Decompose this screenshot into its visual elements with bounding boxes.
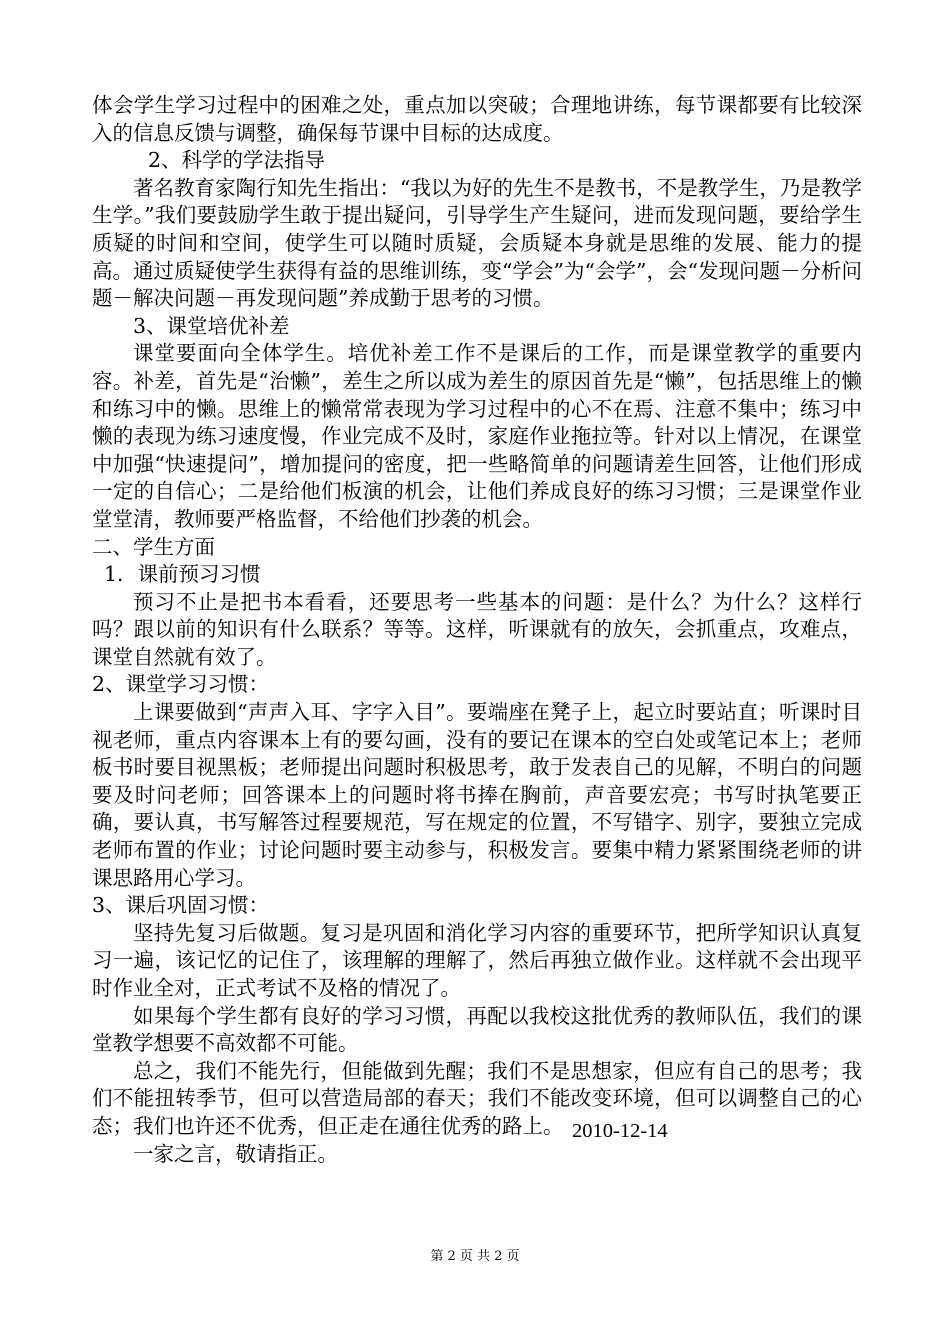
subheading-class-habit: 2、课堂学习习惯： (92, 672, 270, 697)
paragraph-review: 坚持先复习后做题。复习是巩固和消化学习内容的重要环节，把所学知识认真复习一遍，该记忆的记住了，该理解的理解了，然后再独立做作业。这样就不会出现平时作业全对，正式考试不及格的情况了。 (92, 920, 862, 1000)
subheading-study-method: 2、科学的学法指导 (148, 148, 326, 173)
paragraph-tutoring: 课堂要面向全体学生。培优补差工作不是课后的工作，而是课堂教学的重要内容。补差，首先是“治懒”，差生之所以成为差生的原因首先是“懒”，包括思维上的懒和练习中的懒。思维上的懒常常表现为学习过程中的心不在焉、注意不集中；练习中懒的表现为练习速度慢，作业完成不及时，家庭作业拖拉等。针对以上情况，在课堂中加强“快速提问”，增加提问的密度，把一些略简单的问题请差生回答，让他们形成一定的自信心；二是给他们板演的机会，让他们养成良好的练习习惯；三是课堂作业堂堂清，教师要严格监督，不给他们抄袭的机会。 (92, 341, 862, 531)
paragraph-good-habits: 如果每个学生都有良好的学习习惯，再配以我校这批优秀的教师队伍，我们的课堂教学想要不高效都不可能。 (92, 1003, 862, 1056)
subheading-preview-habit: 1．课前预习习惯 (104, 562, 261, 587)
subheading-tutoring: 3、课堂培优补差 (133, 313, 290, 338)
document-date: 2010-12-14 (572, 1120, 668, 1142)
page-footer: 第 2 页 共 2 页 (430, 1249, 520, 1264)
paragraph-conclusion: 总之，我们不能先行，但能做到先醒；我们不是思想家，但应有自己的思考；我们不能扭转季节，但可以营造局部的春天；我们不能改变环境，但可以调整自己的心态；我们也许还不优秀，但正走在通往优秀的路上。 (92, 1058, 862, 1138)
paragraph-continuation: 体会学生学习过程中的困难之处，重点加以突破；合理地讲练，每节课都要有比较深入的信息反馈与调整，确保每节课中目标的达成度。 (92, 93, 862, 145)
paragraph-preview: 预习不止是把书本看看，还要思考一些基本的问题：是什么？为什么？这样行吗？跟以前的知识有什么联系？等等。这样，听课就有的放矢，会抓重点，攻难点，课堂自然就有效了。 (92, 589, 862, 669)
paragraph-closing: 一家之言，敬请指正。 (133, 1141, 338, 1166)
paragraph-tao-xingzhi: 著名教育家陶行知先生指出：“我以为好的先生不是教书，不是教学生，乃是教学生学。”我们要鼓励学生敢于提出疑问，引导学生产生疑问，进而发现问题，要给学生质疑的时间和空间，使学生可以随时质疑，会质疑本身就是思维的发展、能力的提高。通过质疑使学生获得有益的思维训练，变“学会”为“会学”，会“发现问题－分析问题－解决问题－再发现问题”养成勤于思考的习惯。 (92, 175, 862, 311)
subheading-review-habit: 3、课后巩固习惯： (92, 893, 270, 918)
heading-students: 二、学生方面 (92, 534, 215, 559)
paragraph-class-habit: 上课要做到“声声入耳、字字入目”。要端座在凳子上，起立时要站直；听课时目视老师，重点内容课本上有的要勾画，没有的要记在课本的空白处或笔记本上；老师板书时要目视黑板；老师提出问题时积极思考，敢于发表自己的见解，不明白的问题要及时问老师；回答课本上的问题时将书捧在胸前，声音要宏亮；书写时执笔要正确，要认真，书写解答过程要规范，写在规定的位置，不写错字、别字，要独立完成老师布置的作业；讨论问题时要主动参与，积极发言。要集中精力紧紧围绕老师的讲课思路用心学习。 (92, 700, 862, 890)
document-body (92, 92, 862, 1168)
